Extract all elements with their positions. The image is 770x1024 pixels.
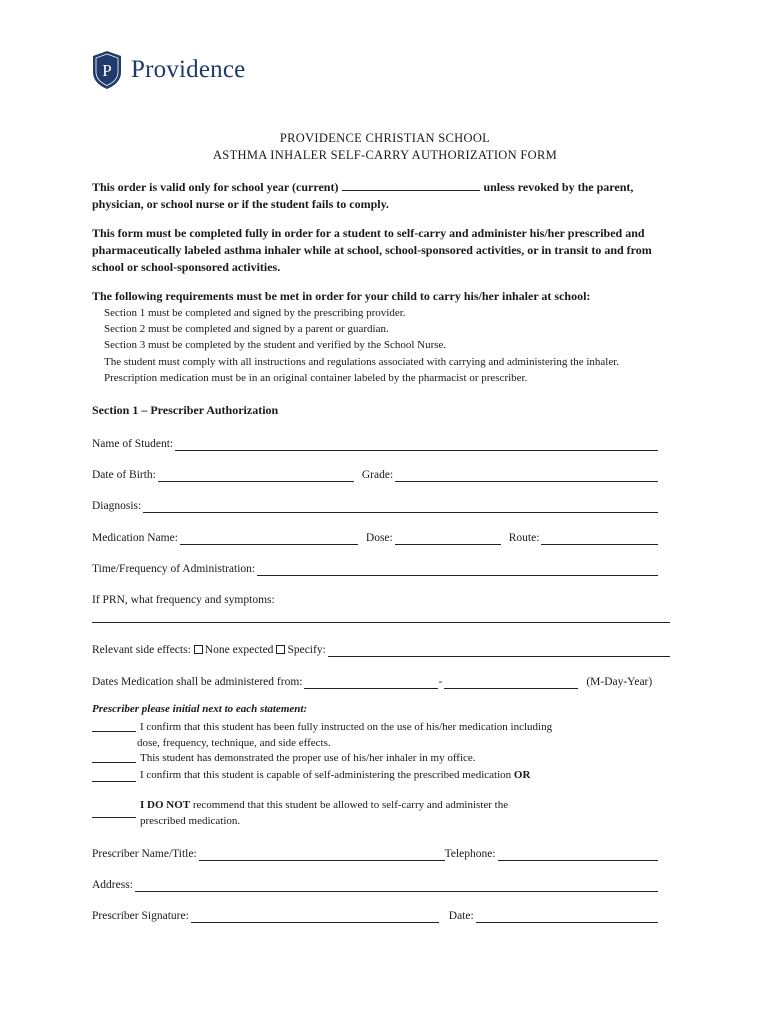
statement-1-line2: dose, frequency, technique, and side effects. — [137, 737, 331, 749]
dose-field[interactable] — [395, 533, 501, 545]
list-item: Section 2 must be completed and signed by a parent or guardian. — [104, 323, 389, 336]
route-field[interactable] — [541, 533, 658, 545]
svg-text:P: P — [102, 61, 112, 80]
grade-label: Grade: — [361, 469, 394, 481]
initial-field-1[interactable] — [92, 731, 136, 732]
dose-label: Dose: — [365, 532, 393, 544]
requirements-heading: The following requirements must be met in order for your child to carry his/her inhaler at school: — [92, 289, 591, 303]
statement-3: I confirm that this student is capable of self-administering the prescribed medication OR — [140, 769, 531, 781]
dob-label: Date of Birth: — [92, 469, 156, 481]
side-effects-row — [92, 641, 670, 657]
statement-4-line2: prescribed medication. — [140, 815, 241, 827]
requirements-list — [104, 305, 704, 386]
list-item: Prescription medication must be in an original container labeled by the pharmacist or prescriber. — [104, 371, 528, 384]
diagnosis-label: Diagnosis: — [92, 500, 142, 512]
validity-paragraph — [92, 179, 682, 213]
providence-logo — [92, 50, 245, 90]
prescriber-name-label: Prescriber Name/Title: — [92, 848, 197, 860]
dates-label: Dates Medication shall be administered from: — [92, 676, 303, 688]
none-expected-checkbox[interactable] — [194, 645, 203, 654]
do-not-text: I DO NOT — [140, 799, 191, 811]
diagnosis-row — [92, 497, 658, 513]
medication-row — [92, 529, 658, 545]
frequency-field[interactable] — [257, 564, 658, 576]
initial-note: Prescriber please initial next to each statement: — [92, 703, 308, 715]
validity-text-a: This order is valid only for school year (current) — [92, 180, 339, 194]
completion-paragraph: This form must be completed fully in order for a student to self-carry and administer his/her prescribed and pharmaceutically labeled asthma inhaler while at school, school-sponsored activities, or in transit to and from school or school-sponsored activities. — [92, 226, 652, 274]
dates-row — [92, 673, 658, 689]
initial-field-2[interactable] — [92, 762, 136, 763]
side-effects-label: Relevant side effects: None expected Specify: — [92, 644, 326, 656]
frequency-label: Time/Frequency of Administration: — [92, 563, 256, 575]
statement-2: This student has demonstrated the proper use of his/her inhaler in my office. — [140, 752, 476, 764]
school-title: PROVIDENCE CHRISTIAN SCHOOL — [279, 131, 491, 145]
address-field[interactable] — [135, 880, 658, 892]
date-format-label: (M-Day-Year) — [586, 676, 653, 688]
shield-logo-icon — [92, 50, 122, 90]
initial-field-3[interactable] — [92, 781, 136, 782]
none-expected-label: None expected — [204, 644, 274, 656]
prn-field[interactable] — [92, 622, 670, 623]
date-dash: - — [438, 676, 443, 688]
medication-label: Medication Name: — [92, 532, 178, 544]
end-date-field[interactable] — [444, 677, 578, 689]
date-field[interactable] — [476, 911, 658, 923]
validity-text-b: unless revoked by the parent, physician, or school nurse or if the student fails to comply. — [92, 180, 634, 211]
prescriber-name-field[interactable] — [199, 849, 445, 861]
student-name-label: Name of Student: — [92, 438, 174, 450]
specify-checkbox[interactable] — [276, 645, 285, 654]
specify-label: Specify: — [287, 644, 326, 656]
address-label: Address: — [92, 879, 133, 891]
address-row — [92, 876, 658, 892]
statement-1-line1: I confirm that this student has been fully instructed on the use of his/her medication including — [140, 721, 553, 733]
initial-field-4[interactable] — [92, 817, 136, 818]
list-item: Section 1 must be completed and signed by the prescribing provider. — [104, 307, 406, 319]
list-item: Section 3 must be completed by the student and verified by the School Nurse. — [104, 339, 447, 352]
date-label: Date: — [448, 910, 474, 922]
list-item: The student must comply with all instructions and regulations associated with carrying and administering the inhaler. — [104, 355, 620, 368]
start-date-field[interactable] — [304, 677, 438, 689]
section1-heading: Section 1 – Prescriber Authorization — [92, 403, 279, 417]
prn-label: If PRN, what frequency and symptoms: — [92, 594, 275, 606]
signature-row — [92, 907, 658, 923]
school-year-field[interactable] — [342, 179, 480, 191]
diagnosis-field[interactable] — [143, 501, 658, 513]
prescriber-name-row — [92, 845, 658, 861]
brand-name: Providence — [131, 56, 246, 83]
dob-field[interactable] — [158, 470, 354, 482]
route-label: Route: — [508, 532, 540, 544]
telephone-label: Telephone: — [444, 848, 496, 860]
telephone-field[interactable] — [498, 849, 658, 861]
dob-grade-row — [92, 466, 658, 482]
statement-4-line1: I DO NOT recommend that this student be allowed to self-carry and administer the — [140, 799, 509, 811]
form-title: ASTHMA INHALER SELF-CARRY AUTHORIZATION FORM — [212, 148, 557, 162]
grade-field[interactable] — [395, 470, 658, 482]
medication-field[interactable] — [180, 533, 358, 545]
specify-field[interactable] — [328, 645, 670, 657]
signature-label: Prescriber Signature: — [92, 910, 189, 922]
student-name-field[interactable] — [175, 439, 658, 451]
or-text: OR — [513, 769, 531, 781]
frequency-row — [92, 560, 658, 576]
prn-row — [92, 591, 658, 607]
student-name-row — [92, 435, 658, 451]
signature-field[interactable] — [191, 911, 439, 923]
